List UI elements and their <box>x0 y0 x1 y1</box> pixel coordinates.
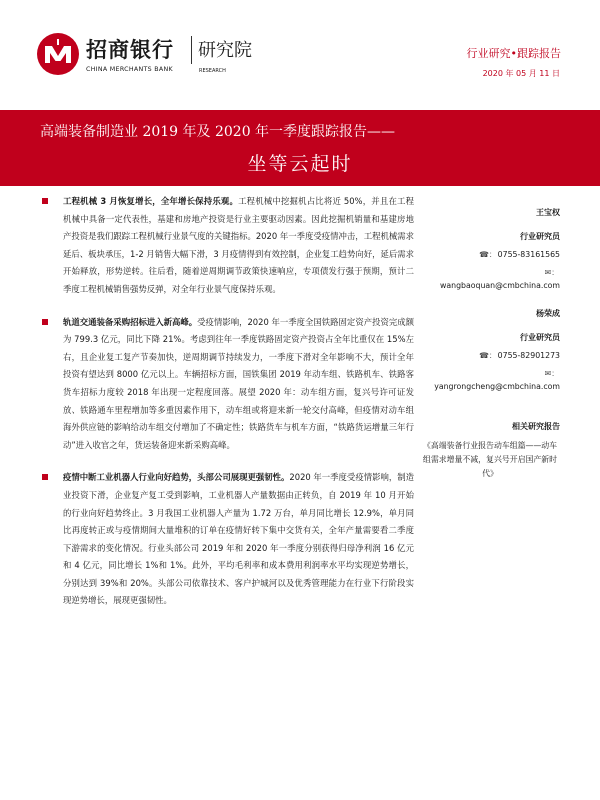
point-body: 工程机械中挖掘机占比将近 50%，并且在工程机械中具备一定代表性，基建和房地产投资是行业主要驱动因素。因此挖掘机销量和基建房地产投资是我们跟踪工程机械行业景气度的关键指标。2020 年一季度受疫情冲击，工程机械需求延后、板块承压，1-2 月销售大幅下滑，3 月疫情得到有效控制，企业复工趋势向好，延后需求开始释放，形势逆转。往后看，随着逆周期调节政策快速响应，专项债发行强于预期，预计二季度工程机械销售强势反弹，对全年行业景气度保持乐观。 <box>63 196 414 294</box>
cmb-logo-icon <box>35 31 81 77</box>
author-name: 杨荣成 <box>536 308 560 318</box>
point-body: 受疫情影响，2020 年一季度全国铁路固定资产投资完成额为 799.3 亿元，同比下降 21%。考虑到往年一季度铁路固定资产投资占全年比重仅在 15%左右，且企业复工复产节奏加快，逆周期调节持续发力，一季度下滑对全年影响不大，预计全年投资有望达到 8000 亿元以上。车辆招标方面，国铁集团 2019 年动车组、铁路机车、铁路客货车招标力度较 2018 年出现一定程度回落。展望 2020 年：动车组方面，复兴号许可证发放、铁路通车里程增加等多重因素作用下，动车组或将迎来新一轮交付高峰，但疫情对动车组海外供应链的影响给动车组交付增加了不确定性；铁路货车与机车方面，“铁路货运增量三年行动”进入收官之年，货运装备迎来新采购高峰。 <box>63 316 415 450</box>
author-email-label <box>420 266 560 279</box>
report-subtitle: 坐等云起时 <box>247 153 353 175</box>
brand-divider <box>191 36 192 64</box>
report-title: 高端装备制造业 2019 年及 2020 年一季度跟踪报告—— <box>40 124 396 140</box>
sidebar <box>420 205 560 481</box>
summary-body <box>36 193 414 625</box>
summary-point <box>36 193 414 299</box>
point-lead: 疫情中断工业机器人行业向好趋势，头部公司展现更强韧性。 <box>63 472 290 483</box>
author-email-label <box>420 367 560 380</box>
point-lead: 工程机械 3 月恢复增长，全年增长保持乐观。 <box>63 196 239 206</box>
summary-point <box>36 314 414 455</box>
mail-icon: ✉： <box>544 268 559 277</box>
department-name-en: RESEARCH <box>199 68 226 74</box>
author-role: 行业研究员 <box>520 231 560 241</box>
phone-icon: ☎： <box>479 351 497 360</box>
author-email[interactable]: wangbaoquan@cmbchina.com <box>439 281 560 290</box>
author-name: 王宝权 <box>536 207 560 217</box>
square-bullet-icon <box>42 319 48 325</box>
report-type: 行业研究•跟踪报告 <box>466 47 561 60</box>
phone-icon: ☎： <box>479 250 497 259</box>
author-card <box>420 205 560 292</box>
author-role: 行业研究员 <box>520 332 560 342</box>
mail-icon: ✉： <box>544 369 559 378</box>
square-bullet-icon <box>42 474 48 480</box>
department-name: 研究院 <box>198 40 252 61</box>
brand-name-en: CHINA MERCHANTS BANK <box>86 66 173 73</box>
author-email[interactable]: yangrongcheng@cmbchina.com <box>434 382 560 391</box>
summary-point <box>36 469 414 610</box>
title-banner <box>0 110 600 186</box>
brand-name: 招商银行 <box>86 37 174 62</box>
phone-number: 0755-82901273 <box>497 351 560 360</box>
square-bullet-icon <box>42 198 48 204</box>
point-body: 2020 年一季度受疫情影响，制造业投资下滑，企业复产复工受到影响，工业机器人产量数据由正转负，自 2019 年 10 月开始的行业向好趋势终止。3 月我国工业机器人产量为 1.72 万台，单月同比增长 12.9%，单月同比再度转正或与疫情期间大量堆积的订单在疫情好转下集中交货有关，全年产量需要看二季度下游需求的变化情况。行业头部公司 2019 年和 2020 年一季度分别获得归母净利润 16 亿元和 4 亿元，同比增长 1%和 1%。此外，平均毛利率和成本费用利润率水平均实现逆势增长，分别达到 39%和 20%。头部公司依靠技术、客户护城河以及优秀管理能力在行业下行阶段实现逆势增长，展现更强韧性。 <box>63 472 415 606</box>
author-card <box>420 306 560 393</box>
author-phone <box>420 248 560 261</box>
related-reports-heading: 相关研究报告 <box>512 421 560 431</box>
point-lead: 轨道交通装备采购招标进入新高峰。 <box>63 316 198 327</box>
report-date: 2020 年 05 月 11 日 <box>482 69 560 78</box>
phone-number: 0755-83161565 <box>497 250 560 259</box>
related-report-link[interactable]: 《高端装备行业报告动车组篇——动车组需求增量不减，复兴号开启国产新时代》 <box>422 441 558 478</box>
author-phone <box>420 349 560 362</box>
